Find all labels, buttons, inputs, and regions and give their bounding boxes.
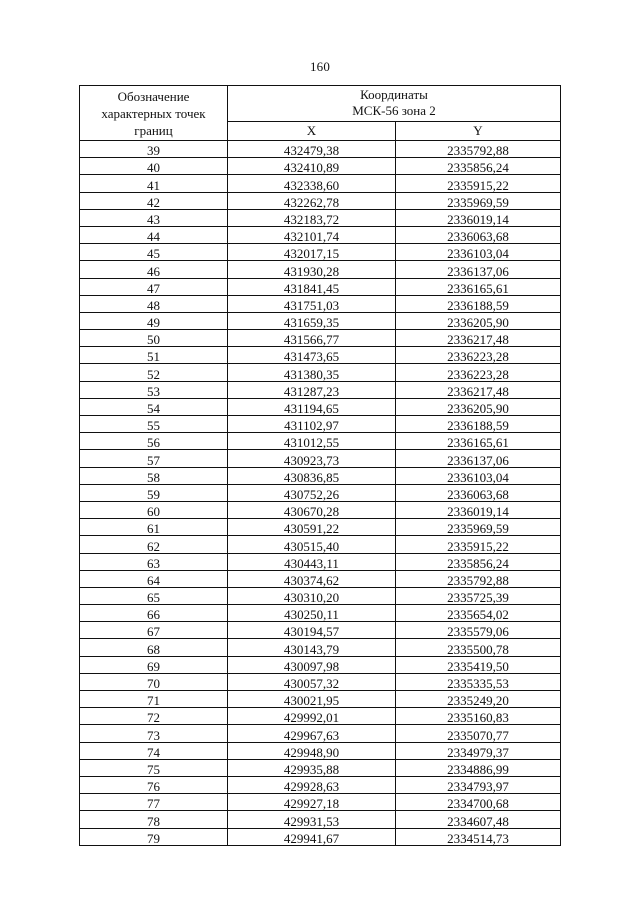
y-coordinate-cell: 2335249,20 <box>396 691 561 708</box>
y-coordinate-cell: 2336223,28 <box>396 364 561 381</box>
point-id-cell: 65 <box>80 587 228 604</box>
point-id-cell: 60 <box>80 501 228 518</box>
y-coordinate-cell: 2336137,06 <box>396 261 561 278</box>
x-coordinate-cell: 431194,65 <box>228 398 396 415</box>
y-coordinate-cell: 2336063,68 <box>396 226 561 243</box>
point-id-cell: 76 <box>80 776 228 793</box>
x-coordinate-cell: 429948,90 <box>228 742 396 759</box>
coordinates-group-header <box>228 86 561 122</box>
table-row <box>80 175 561 192</box>
point-id-cell: 78 <box>80 811 228 828</box>
x-coordinate-cell: 431566,77 <box>228 330 396 347</box>
point-id-cell: 50 <box>80 330 228 347</box>
y-column-header: Y <box>396 121 561 140</box>
y-coordinate-cell: 2335915,22 <box>396 536 561 553</box>
x-coordinate-cell: 430097,98 <box>228 656 396 673</box>
y-coordinate-cell: 2334793,97 <box>396 776 561 793</box>
table-row <box>80 501 561 518</box>
x-coordinate-cell: 430591,22 <box>228 519 396 536</box>
header-group-line: Координаты <box>360 87 428 103</box>
table-row <box>80 364 561 381</box>
point-id-cell: 53 <box>80 381 228 398</box>
table-row <box>80 519 561 536</box>
point-id-cell: 73 <box>80 725 228 742</box>
y-coordinate-cell: 2335915,22 <box>396 175 561 192</box>
x-coordinate-cell: 430057,32 <box>228 673 396 690</box>
y-coordinate-cell: 2335579,06 <box>396 622 561 639</box>
x-coordinate-cell: 431659,35 <box>228 312 396 329</box>
table-row <box>80 295 561 312</box>
table-row <box>80 570 561 587</box>
table-row <box>80 656 561 673</box>
x-coordinate-cell: 429927,18 <box>228 794 396 811</box>
table-row <box>80 141 561 158</box>
x-coordinate-cell: 432479,38 <box>228 141 396 158</box>
point-id-cell: 70 <box>80 673 228 690</box>
y-coordinate-cell: 2336205,90 <box>396 312 561 329</box>
x-coordinate-cell: 432262,78 <box>228 192 396 209</box>
x-coordinate-cell: 431841,45 <box>228 278 396 295</box>
table-row <box>80 828 561 845</box>
y-coordinate-cell: 2336019,14 <box>396 501 561 518</box>
table-row <box>80 691 561 708</box>
point-id-cell: 39 <box>80 141 228 158</box>
table-row <box>80 536 561 553</box>
coordinates-table <box>79 85 561 846</box>
table-row <box>80 416 561 433</box>
point-id-cell: 41 <box>80 175 228 192</box>
x-coordinate-cell: 429941,67 <box>228 828 396 845</box>
y-coordinate-cell: 2336217,48 <box>396 381 561 398</box>
point-id-cell: 61 <box>80 519 228 536</box>
x-coordinate-cell: 429931,53 <box>228 811 396 828</box>
point-id-cell: 72 <box>80 708 228 725</box>
table-row <box>80 605 561 622</box>
x-coordinate-cell: 432410,89 <box>228 158 396 175</box>
table-row <box>80 209 561 226</box>
point-id-cell: 45 <box>80 244 228 261</box>
x-coordinate-cell: 431751,03 <box>228 295 396 312</box>
point-id-cell: 57 <box>80 450 228 467</box>
table-row <box>80 278 561 295</box>
y-coordinate-cell: 2334700,68 <box>396 794 561 811</box>
table-row <box>80 811 561 828</box>
y-coordinate-cell: 2336223,28 <box>396 347 561 364</box>
table-row <box>80 622 561 639</box>
x-coordinate-cell: 432183,72 <box>228 209 396 226</box>
x-coordinate-cell: 430443,11 <box>228 553 396 570</box>
y-coordinate-cell: 2334979,37 <box>396 742 561 759</box>
x-coordinate-cell: 429928,63 <box>228 776 396 793</box>
header-group-line: МСК-56 зона 2 <box>352 103 436 119</box>
table-row <box>80 673 561 690</box>
y-coordinate-cell: 2335070,77 <box>396 725 561 742</box>
y-coordinate-cell: 2336217,48 <box>396 330 561 347</box>
header-label-line: границ <box>134 122 173 138</box>
x-coordinate-cell: 430923,73 <box>228 450 396 467</box>
point-id-cell: 68 <box>80 639 228 656</box>
x-coordinate-cell: 430670,28 <box>228 501 396 518</box>
x-coordinate-cell: 430143,79 <box>228 639 396 656</box>
table-row <box>80 244 561 261</box>
y-coordinate-cell: 2336205,90 <box>396 398 561 415</box>
point-id-cell: 79 <box>80 828 228 845</box>
table-row <box>80 226 561 243</box>
point-id-cell: 48 <box>80 295 228 312</box>
table-row <box>80 158 561 175</box>
y-coordinate-cell: 2334607,48 <box>396 811 561 828</box>
y-coordinate-cell: 2335969,59 <box>396 192 561 209</box>
y-coordinate-cell: 2335335,53 <box>396 673 561 690</box>
x-coordinate-cell: 429935,88 <box>228 759 396 776</box>
x-coordinate-cell: 431930,28 <box>228 261 396 278</box>
y-coordinate-cell: 2335792,88 <box>396 570 561 587</box>
table-row <box>80 398 561 415</box>
y-coordinate-cell: 2335969,59 <box>396 519 561 536</box>
x-coordinate-cell: 430374,62 <box>228 570 396 587</box>
x-coordinate-cell: 430752,26 <box>228 484 396 501</box>
table-body <box>80 141 561 846</box>
point-id-cell: 40 <box>80 158 228 175</box>
x-coordinate-cell: 430836,85 <box>228 467 396 484</box>
table-row <box>80 433 561 450</box>
table-row <box>80 708 561 725</box>
table-row <box>80 450 561 467</box>
point-id-cell: 74 <box>80 742 228 759</box>
x-coordinate-cell: 430310,20 <box>228 587 396 604</box>
x-coordinate-cell: 431473,65 <box>228 347 396 364</box>
y-coordinate-cell: 2335654,02 <box>396 605 561 622</box>
x-coordinate-cell: 431102,97 <box>228 416 396 433</box>
x-coordinate-cell: 429967,63 <box>228 725 396 742</box>
table-row <box>80 347 561 364</box>
x-coordinate-cell: 429992,01 <box>228 708 396 725</box>
y-coordinate-cell: 2335500,78 <box>396 639 561 656</box>
table-row <box>80 742 561 759</box>
table-row <box>80 192 561 209</box>
page-number: 160 <box>309 59 331 74</box>
point-id-cell: 64 <box>80 570 228 587</box>
y-coordinate-cell: 2336103,04 <box>396 244 561 261</box>
x-coordinate-cell: 430250,11 <box>228 605 396 622</box>
y-coordinate-cell: 2336165,61 <box>396 433 561 450</box>
table-row <box>80 794 561 811</box>
table-row <box>80 776 561 793</box>
table-row <box>80 261 561 278</box>
y-coordinate-cell: 2336188,59 <box>396 295 561 312</box>
y-coordinate-cell: 2336188,59 <box>396 416 561 433</box>
point-id-cell: 71 <box>80 691 228 708</box>
header-label-line: характерных точек <box>101 105 206 121</box>
point-id-cell: 75 <box>80 759 228 776</box>
table-row <box>80 759 561 776</box>
table-row <box>80 639 561 656</box>
y-coordinate-cell: 2335160,83 <box>396 708 561 725</box>
point-id-cell: 51 <box>80 347 228 364</box>
table-row <box>80 381 561 398</box>
table-row <box>80 587 561 604</box>
x-coordinate-cell: 430515,40 <box>228 536 396 553</box>
x-coordinate-cell: 430021,95 <box>228 691 396 708</box>
header-label-line: Обозначение <box>117 88 190 104</box>
point-id-cell: 58 <box>80 467 228 484</box>
point-id-cell: 56 <box>80 433 228 450</box>
x-coordinate-cell: 431380,35 <box>228 364 396 381</box>
point-id-cell: 44 <box>80 226 228 243</box>
y-coordinate-cell: 2335419,50 <box>396 656 561 673</box>
point-id-cell: 63 <box>80 553 228 570</box>
x-coordinate-cell: 430194,57 <box>228 622 396 639</box>
y-coordinate-cell: 2336137,06 <box>396 450 561 467</box>
point-id-cell: 54 <box>80 398 228 415</box>
x-coordinate-cell: 431012,55 <box>228 433 396 450</box>
point-id-cell: 52 <box>80 364 228 381</box>
point-id-cell: 43 <box>80 209 228 226</box>
table-row <box>80 553 561 570</box>
point-label-header <box>80 86 228 141</box>
table-row <box>80 484 561 501</box>
x-coordinate-cell: 432338,60 <box>228 175 396 192</box>
point-id-cell: 67 <box>80 622 228 639</box>
point-id-cell: 47 <box>80 278 228 295</box>
y-coordinate-cell: 2336103,04 <box>396 467 561 484</box>
table-row <box>80 467 561 484</box>
point-id-cell: 55 <box>80 416 228 433</box>
x-coordinate-cell: 432101,74 <box>228 226 396 243</box>
x-coordinate-cell: 432017,15 <box>228 244 396 261</box>
point-id-cell: 77 <box>80 794 228 811</box>
table-row <box>80 725 561 742</box>
x-coordinate-cell: 431287,23 <box>228 381 396 398</box>
y-coordinate-cell: 2336063,68 <box>396 484 561 501</box>
point-id-cell: 59 <box>80 484 228 501</box>
y-coordinate-cell: 2335725,39 <box>396 587 561 604</box>
table-row <box>80 330 561 347</box>
point-id-cell: 62 <box>80 536 228 553</box>
point-id-cell: 46 <box>80 261 228 278</box>
point-id-cell: 66 <box>80 605 228 622</box>
y-coordinate-cell: 2335792,88 <box>396 141 561 158</box>
y-coordinate-cell: 2335856,24 <box>396 553 561 570</box>
y-coordinate-cell: 2334514,73 <box>396 828 561 845</box>
y-coordinate-cell: 2336019,14 <box>396 209 561 226</box>
x-column-header: X <box>228 121 396 140</box>
y-coordinate-cell: 2336165,61 <box>396 278 561 295</box>
y-coordinate-cell: 2334886,99 <box>396 759 561 776</box>
point-id-cell: 42 <box>80 192 228 209</box>
table-row <box>80 312 561 329</box>
point-id-cell: 69 <box>80 656 228 673</box>
point-id-cell: 49 <box>80 312 228 329</box>
y-coordinate-cell: 2335856,24 <box>396 158 561 175</box>
